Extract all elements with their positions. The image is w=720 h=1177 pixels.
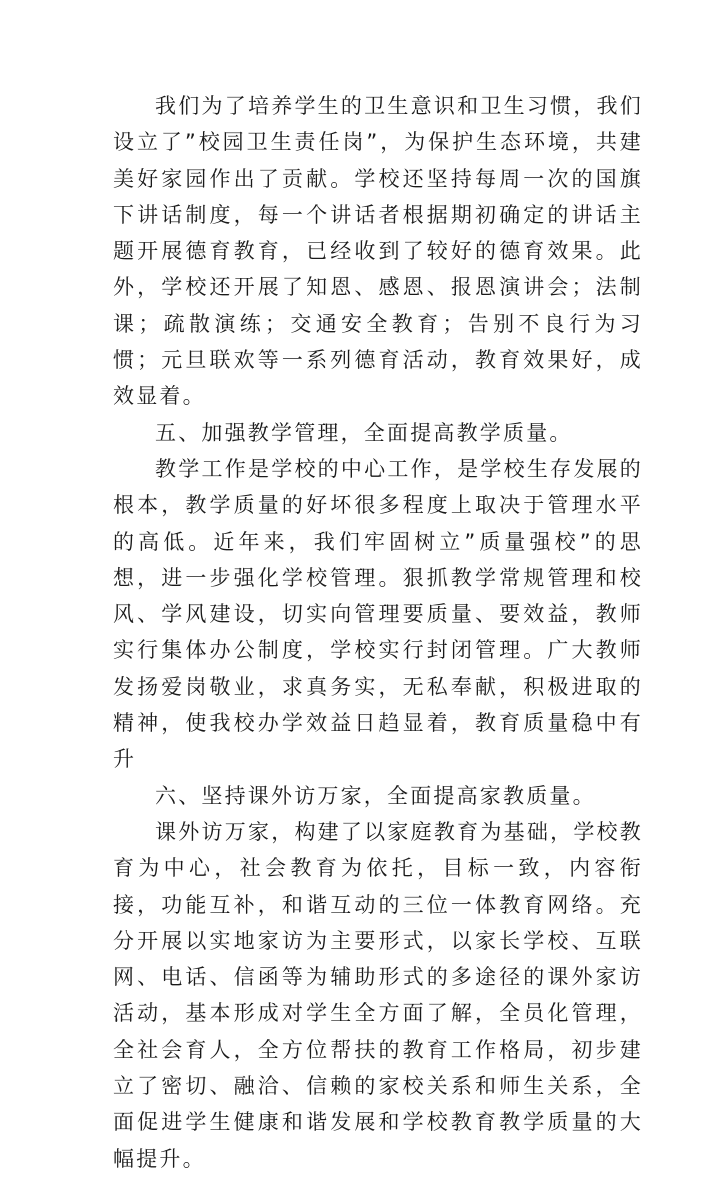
document-body — [113, 88, 643, 1177]
paragraph-teaching-management: 教学工作是学校的中心工作，是学校生存发展的根本，教学质量的好坏很多程度上取决于管理水平的高低。近年来，我们牢固树立”质量强校”的思想，进一步强化学校管理。狠抓教学常规管理和校风、学风建设，切实向管理要质量、要效益，教师实行集体办公制度，学校实行封闭管理。广大教师发扬爱岗敬业，求真务实，无私奉献，积极进取的精神，使我校办学效益日趋显着，教育质量稳中有升 — [113, 456, 643, 772]
heading-section-five: 五、加强教学管理，全面提高教学质量。 — [155, 420, 573, 445]
paragraph-home-visits: 课外访万家，构建了以家庭教育为基础，学校教育为中心，社会教育为依托，目标一致，内容衔接，功能互补，和谐互动的三位一体教育网络。充分开展以实地家访为主要形式，以家长学校、互联网、电话、信函等为辅助形式的多途径的课外家访活动，基本形成对学生全方面了解，全员化管理，全社会育人，全方位帮扶的教育工作格局，初步建立了密切、融洽、信赖的家校关系和师生关系，全面促进学生健康和谐发展和学校教育教学质量的大幅提升。 — [113, 819, 643, 1171]
heading-section-six: 六、坚持课外访万家，全面提高家教质量。 — [155, 783, 596, 808]
paragraph-hygiene-moral-education: 我们为了培养学生的卫生意识和卫生习惯，我们设立了”校园卫生责任岗”，为保护生态环境，共建美好家园作出了贡献。学校还坚持每周一次的国旗下讲话制度，每一个讲话者根据期初确定的讲话主题开展德育教育，已经收到了较好的德育效果。此外，学校还开展了知恩、感恩、报恩演讲会；法制课；疏散演练；交通安全教育；告别不良行为习惯；元旦联欢等一系列德育活动，教育效果好，成效显着。 — [113, 94, 643, 409]
